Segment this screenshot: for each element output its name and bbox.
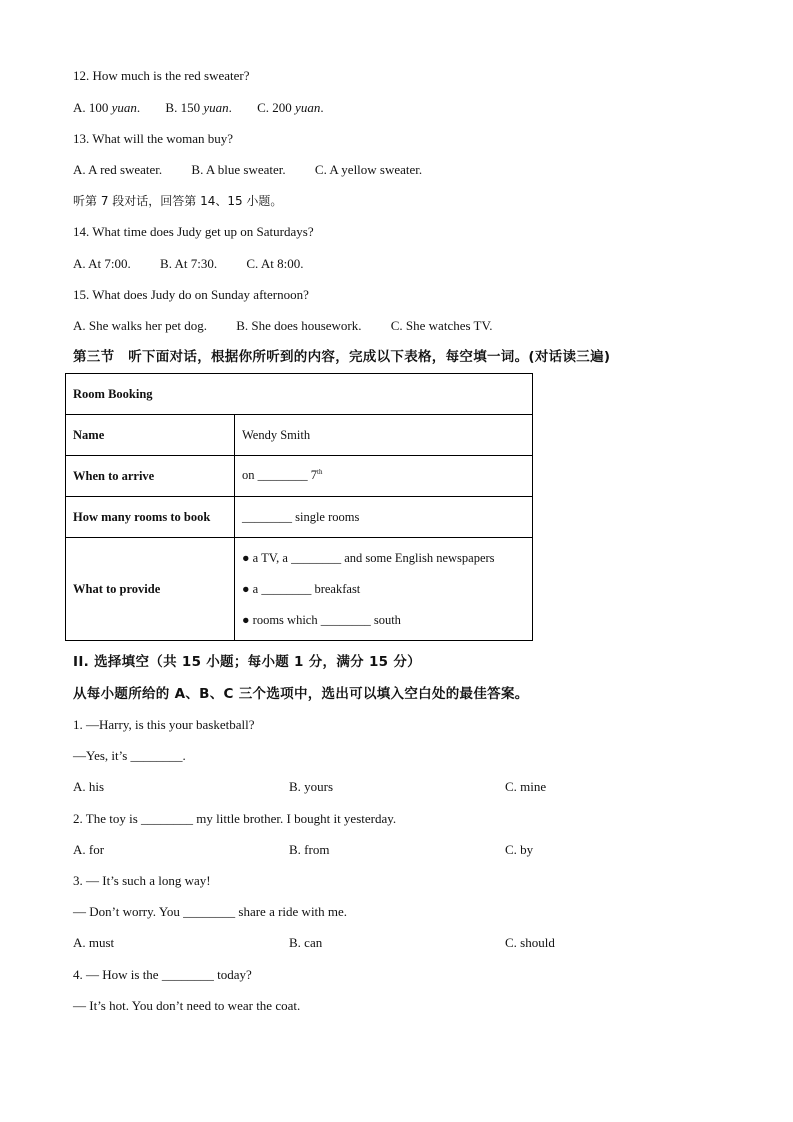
listening-instruction: 听第 7 段对话，回答第 14、15 小题。: [73, 194, 283, 208]
row-label: How many rooms to book: [66, 497, 235, 538]
option-b: B. 150 yuan.: [165, 100, 232, 115]
table-row: [66, 415, 533, 456]
q1-option-c: C. mine: [505, 779, 547, 794]
option-c: C. A yellow sweater.: [314, 162, 423, 177]
question-2: 2. The toy is ________ my little brother. I bought it yesterday.: [73, 811, 397, 826]
row-value: Wendy Smith: [235, 415, 533, 456]
option-a: A. A red sweater.: [73, 162, 163, 177]
question-12: 12. How much is the red sweater?: [73, 68, 250, 83]
q3-option-c: C. should: [505, 935, 555, 950]
option-b: B. A blue sweater.: [191, 162, 286, 177]
q2-option-a: A. for: [73, 842, 105, 857]
provide-item: ● a TV, a ________ and some English newspapers: [242, 550, 495, 565]
part2-heading: II. 选择填空（共 15 小题；每小题 1 分，满分 15 分）: [73, 654, 421, 670]
q13-options: [73, 162, 422, 178]
q2-option-b: B. from: [289, 842, 330, 857]
question-1-reply: —Yes, it’s ________.: [73, 748, 186, 763]
option-a: A. She walks her pet dog.: [73, 318, 207, 333]
provide-item: ● a ________ breakfast: [242, 581, 361, 596]
table-row: [66, 497, 533, 538]
question-4: 4. — How is the ________ today?: [73, 967, 252, 982]
row-value: [235, 538, 533, 641]
q1-option-a: A. his: [73, 779, 105, 794]
option-b: B. She does housework.: [236, 318, 362, 333]
table-title: Room Booking: [66, 374, 533, 415]
option-c: C. 200 yuan.: [257, 100, 324, 115]
provide-item: ● rooms which ________ south: [242, 612, 401, 627]
q3-option-a: A. must: [73, 935, 115, 950]
option-b: B. At 7:30.: [160, 256, 218, 271]
question-3-reply: — Don’t worry. You ________ share a ride with me.: [73, 904, 348, 919]
q15-options: [73, 318, 492, 334]
option-a: A. 100 yuan.: [73, 100, 141, 115]
row-label: Name: [66, 415, 235, 456]
table-row: [66, 456, 533, 497]
row-label: What to provide: [66, 538, 235, 641]
q3-option-b: B. can: [289, 935, 323, 950]
row-label: When to arrive: [66, 456, 235, 497]
section3-heading: 第三节 听下面对话，根据你所听到的内容，完成以下表格，每空填一词。(对话读三遍): [73, 349, 611, 365]
q12-options: [73, 100, 324, 116]
part2-instruction: 从每小题所给的 A、B、C 三个选项中，选出可以填入空白处的最佳答案。: [73, 686, 529, 702]
room-booking-table: [65, 373, 533, 641]
option-a: A. At 7:00.: [73, 256, 131, 271]
question-13: 13. What will the woman buy?: [73, 131, 234, 146]
table-row: [66, 538, 533, 641]
question-15: 15. What does Judy do on Sunday afternoon?: [73, 287, 309, 302]
question-1: 1. —Harry, is this your basketball?: [73, 717, 255, 732]
row-value: ________ single rooms: [235, 497, 533, 538]
option-c: C. At 8:00.: [246, 256, 304, 271]
option-c: C. She watches TV.: [390, 318, 493, 333]
q2-option-c: C. by: [505, 842, 534, 857]
question-14: 14. What time does Judy get up on Saturdays?: [73, 224, 314, 239]
row-value: on ________ 7th: [235, 456, 533, 497]
question-4-reply: — It’s hot. You don’t need to wear the coat.: [73, 998, 301, 1013]
q14-options: [73, 256, 303, 272]
question-3: 3. — It’s such a long way!: [73, 873, 211, 888]
q1-option-b: B. yours: [289, 779, 334, 794]
